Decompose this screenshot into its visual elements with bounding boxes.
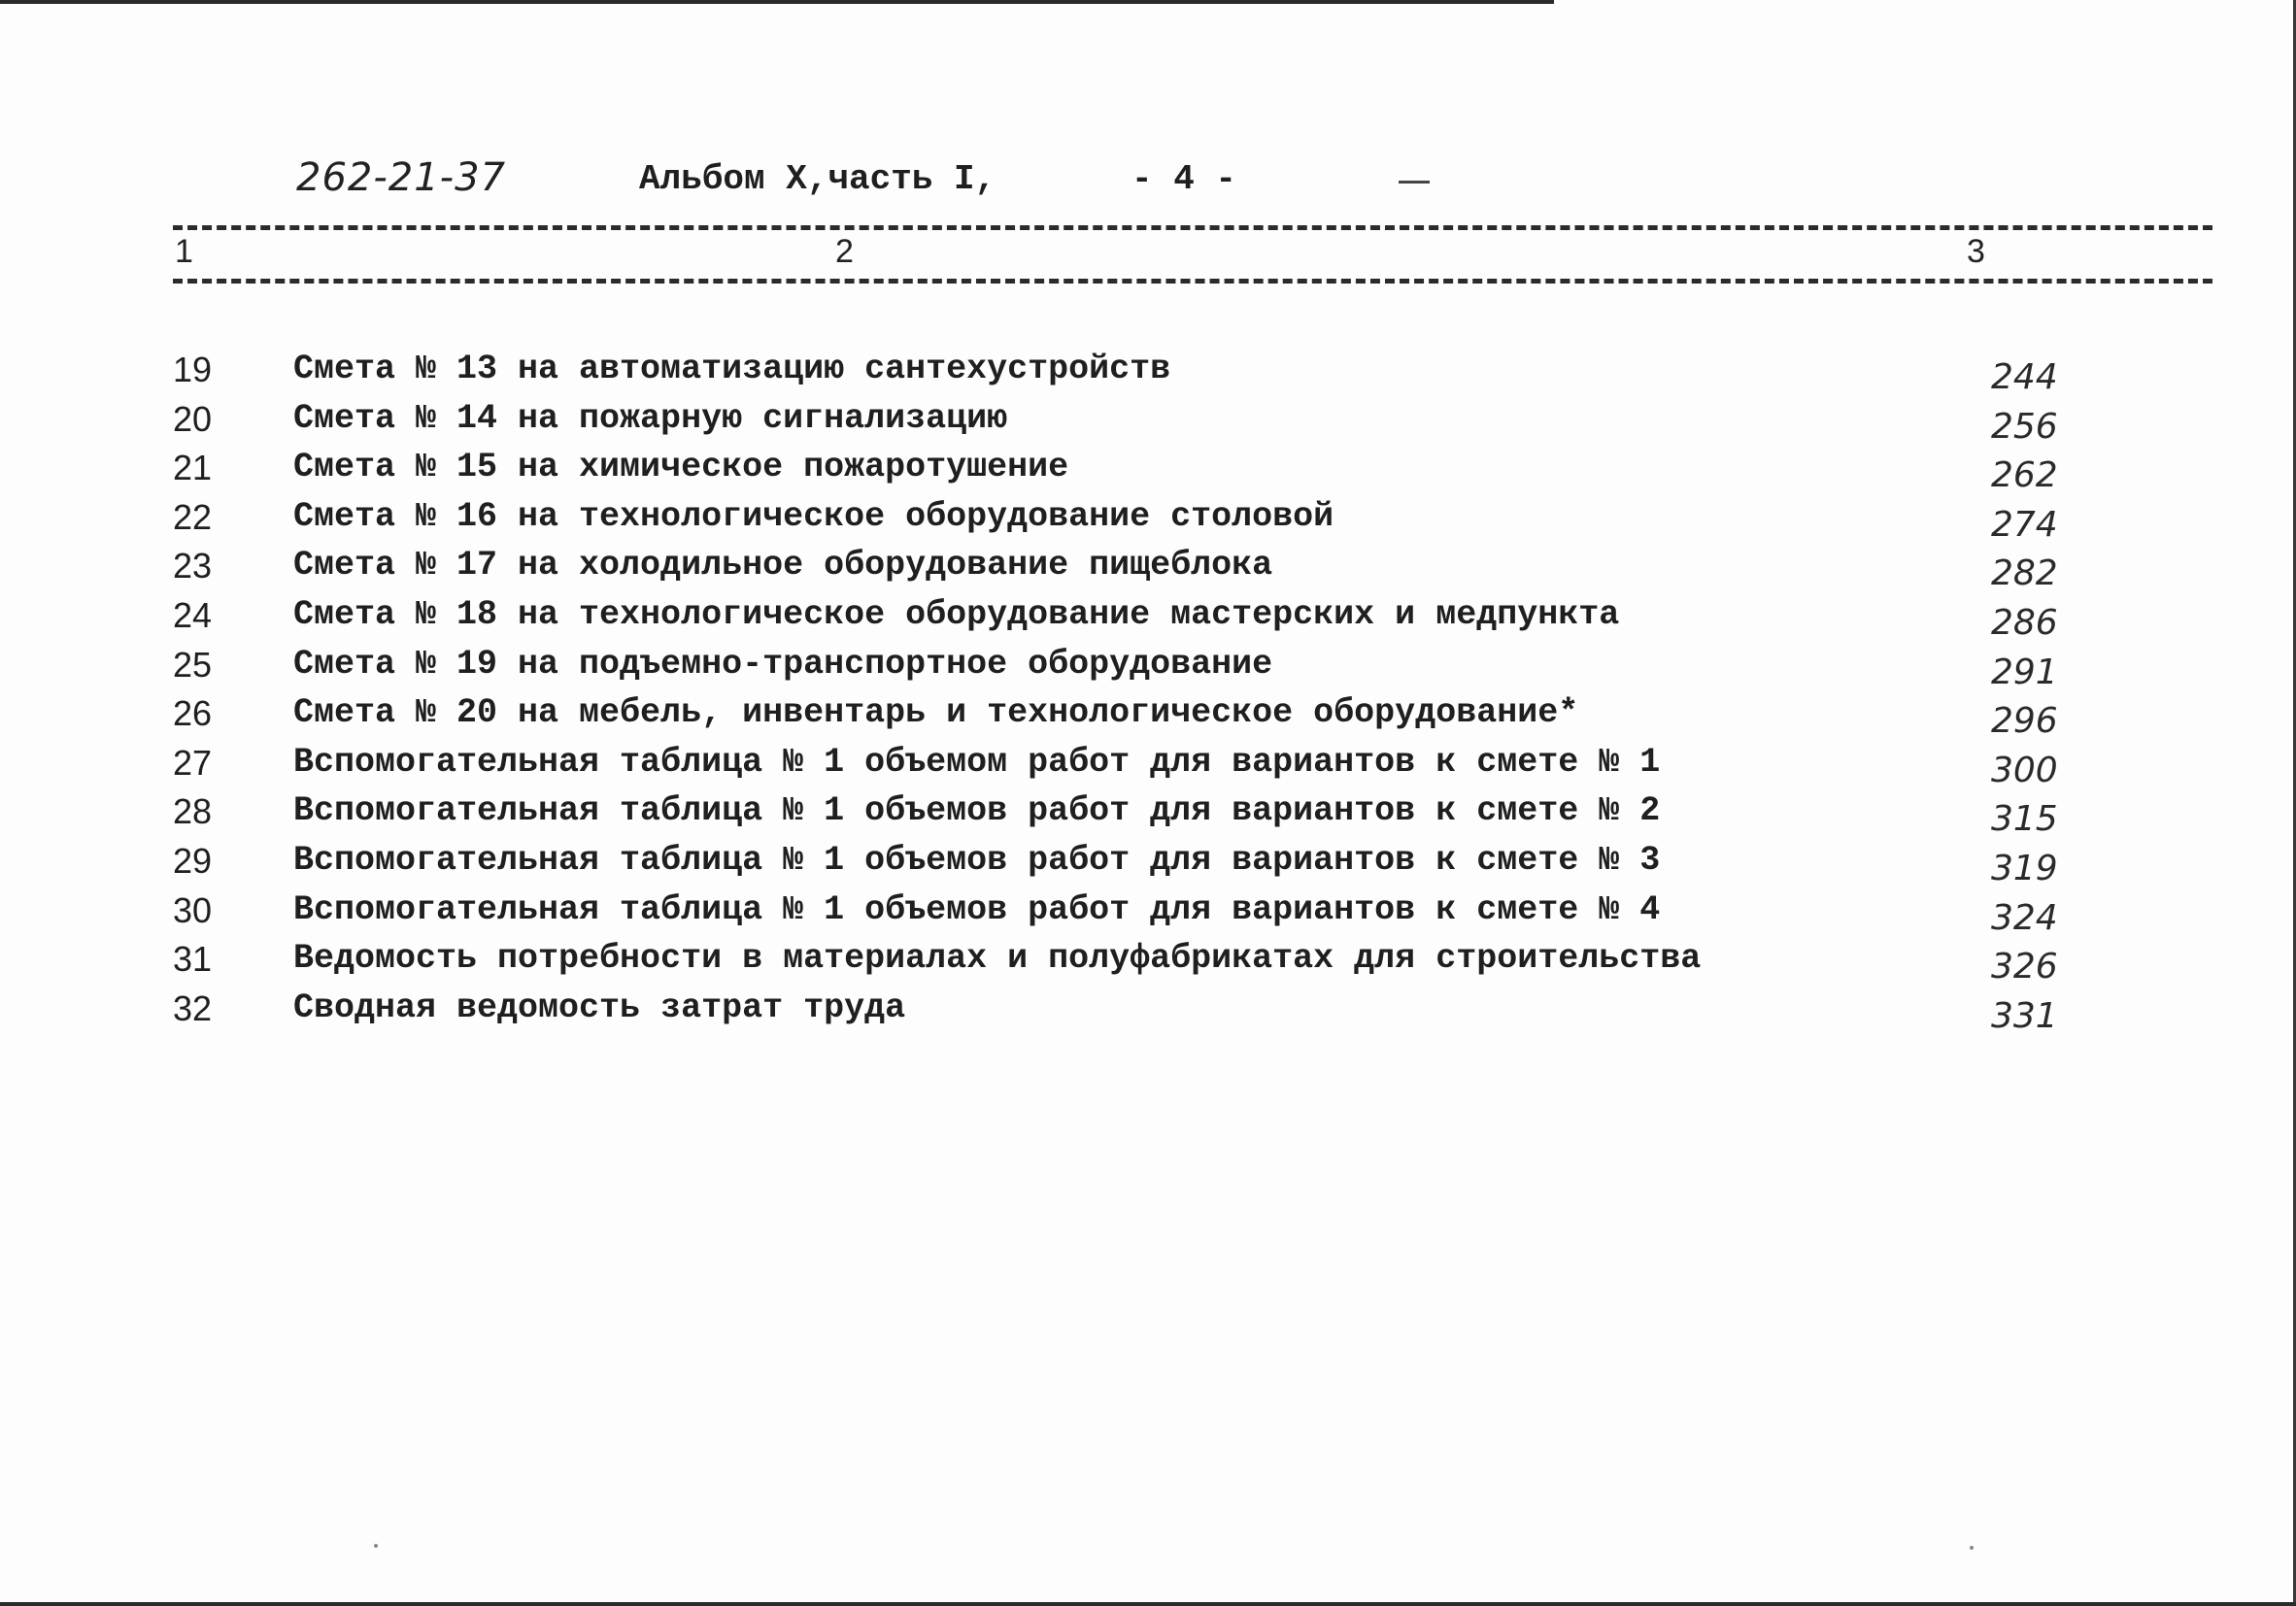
item-page: 244 xyxy=(1991,357,2058,397)
item-page: 296 xyxy=(1991,701,2058,742)
item-title: Смета № 18 на технологическое оборудование мастерских и медпункта xyxy=(293,594,1620,634)
list-item xyxy=(0,645,2296,694)
item-page: 324 xyxy=(1991,897,2058,938)
item-number: 24 xyxy=(173,594,213,635)
scan-top-edge xyxy=(0,0,1554,4)
item-page: 326 xyxy=(1991,947,2058,987)
list-item xyxy=(0,939,2296,988)
contents-list xyxy=(0,350,2296,1037)
list-item xyxy=(0,350,2296,399)
item-number: 22 xyxy=(173,496,213,537)
item-page: 262 xyxy=(1991,455,2058,496)
item-number: 28 xyxy=(173,791,213,832)
item-page: 286 xyxy=(1991,602,2058,643)
item-page: 319 xyxy=(1991,848,2058,888)
list-item xyxy=(0,988,2296,1038)
item-title: Вспомогательная таблица № 1 объемом работ для вариантов к смете № 1 xyxy=(293,742,1661,782)
item-page: 315 xyxy=(1991,799,2058,840)
list-item xyxy=(0,693,2296,743)
column-header-1: 1 xyxy=(175,233,193,270)
list-item xyxy=(0,595,2296,645)
item-title: Вспомогательная таблица № 1 объемов работ для вариантов к смете № 4 xyxy=(293,889,1661,929)
list-item xyxy=(0,448,2296,497)
item-page: 256 xyxy=(1991,406,2058,447)
page-header xyxy=(0,155,2296,214)
list-item xyxy=(0,890,2296,940)
page-number: - 4 - xyxy=(1131,159,1237,199)
item-number: 23 xyxy=(173,546,213,586)
scan-bottom-edge xyxy=(0,1602,2296,1606)
list-item xyxy=(0,399,2296,449)
doc-code: 262-21-37 xyxy=(296,155,507,200)
table-header-bottom-rule xyxy=(173,279,2212,284)
item-number: 27 xyxy=(173,742,213,783)
item-title: Смета № 19 на подъемно-транспортное оборудование xyxy=(293,644,1273,684)
item-number: 32 xyxy=(173,987,213,1028)
item-page: 300 xyxy=(1991,750,2058,790)
scan-speck xyxy=(374,1544,378,1548)
item-page: 282 xyxy=(1991,553,2058,594)
item-number: 29 xyxy=(173,840,213,881)
album-title: Альбом X,часть I, xyxy=(639,159,996,199)
column-header-3: 3 xyxy=(1967,233,1985,270)
item-page: 274 xyxy=(1991,504,2058,545)
item-title: Смета № 15 на химическое пожаротушение xyxy=(293,448,1069,487)
list-item xyxy=(0,841,2296,890)
item-number: 30 xyxy=(173,889,213,930)
item-number: 20 xyxy=(173,398,213,439)
table-header-top-rule xyxy=(173,225,2212,230)
item-number: 25 xyxy=(173,644,213,685)
item-title: Смета № 16 на технологическое оборудование столовой xyxy=(293,496,1334,536)
item-title: Вспомогательная таблица № 1 объемов работ для вариантов к смете № 2 xyxy=(293,791,1661,831)
item-title: Смета № 20 на мебель, инвентарь и технологическое оборудование* xyxy=(293,693,1579,733)
item-title: Сводная ведомость затрат труда xyxy=(293,987,906,1027)
list-item xyxy=(0,791,2296,841)
scan-speck xyxy=(1970,1546,1974,1550)
item-number: 19 xyxy=(173,350,213,389)
header-dash-mark xyxy=(1399,181,1430,184)
item-title: Вспомогательная таблица № 1 объемов работ для вариантов к смете № 3 xyxy=(293,840,1661,880)
item-number: 21 xyxy=(173,448,213,488)
list-item xyxy=(0,497,2296,547)
list-item xyxy=(0,546,2296,595)
list-item xyxy=(0,743,2296,792)
item-number: 31 xyxy=(173,939,213,980)
item-title: Смета № 14 на пожарную сигнализацию xyxy=(293,398,1008,438)
item-title: Смета № 13 на автоматизацию сантехустройств xyxy=(293,350,1171,388)
item-title: Смета № 17 на холодильное оборудование пищеблока xyxy=(293,546,1273,586)
item-number: 26 xyxy=(173,693,213,734)
column-header-2: 2 xyxy=(835,233,854,270)
item-page: 331 xyxy=(1991,995,2058,1036)
item-title: Ведомость потребности в материалах и полуфабрикатах для строительства xyxy=(293,939,1702,979)
item-page: 291 xyxy=(1991,652,2058,692)
